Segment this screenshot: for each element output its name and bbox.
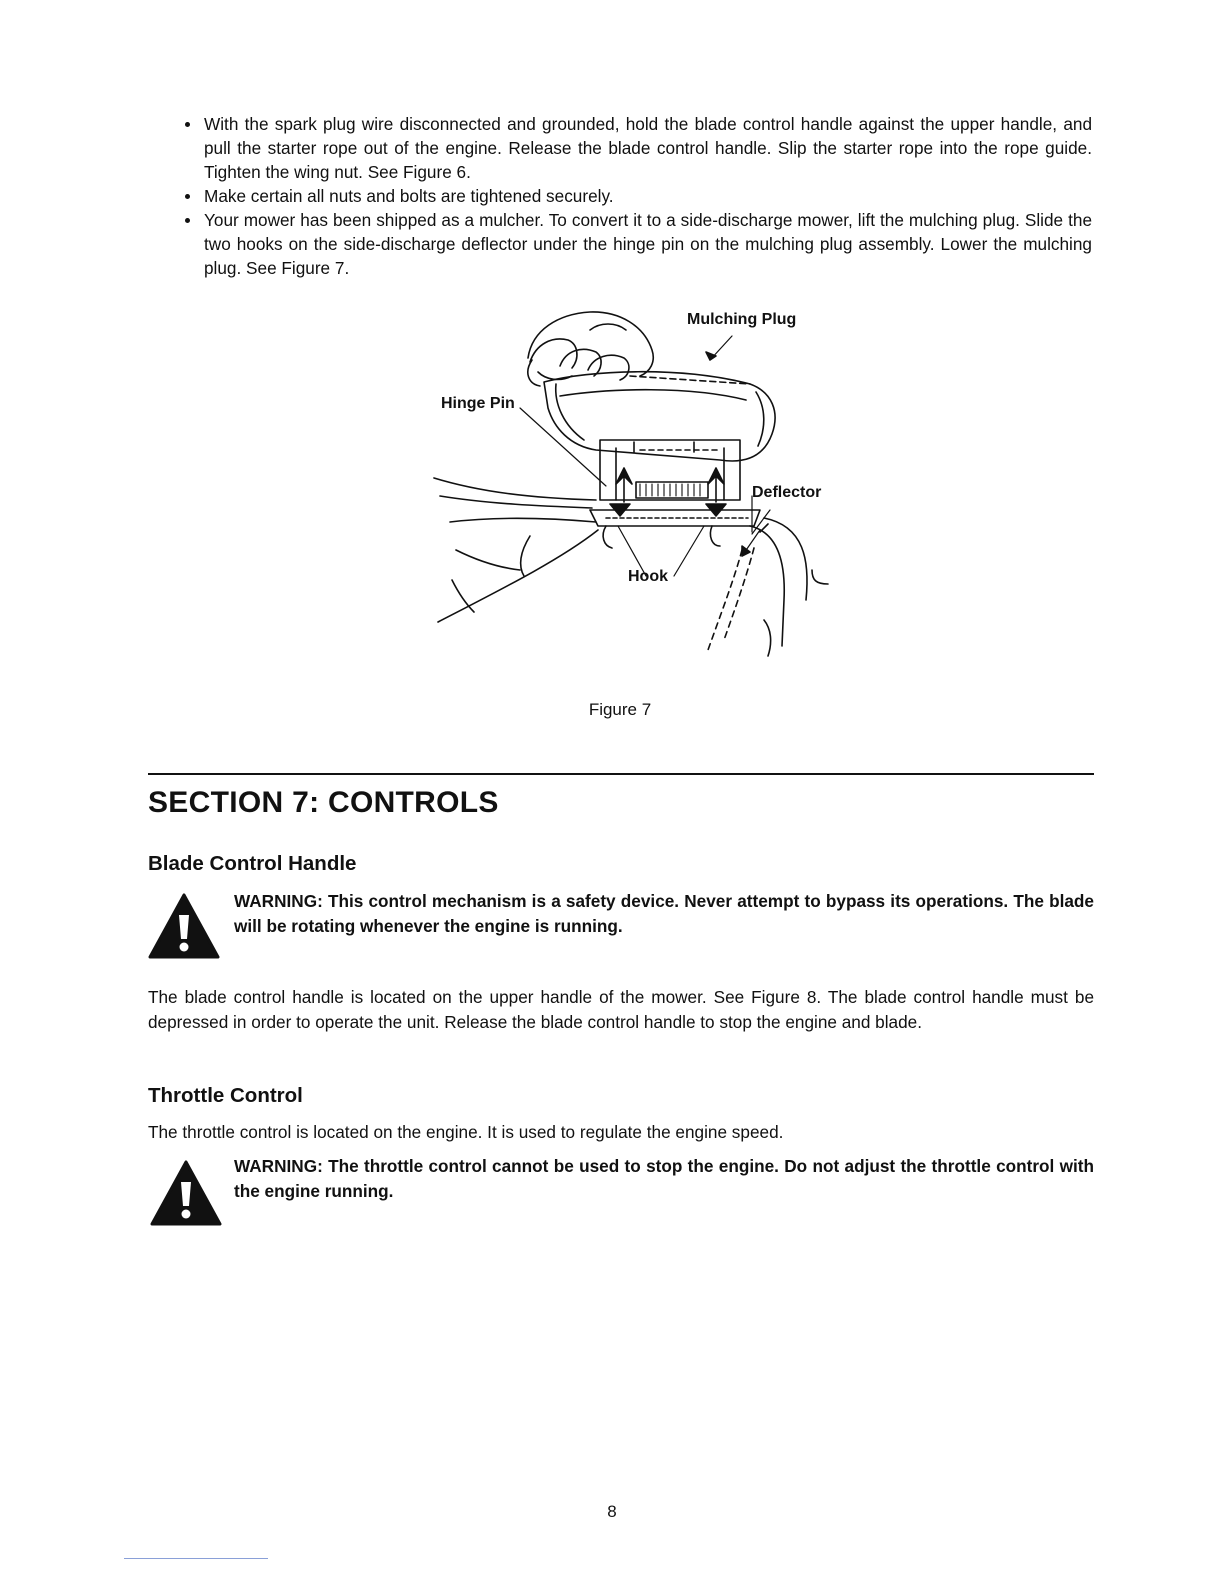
throttle-control-heading: Throttle Control — [148, 1084, 303, 1107]
figure-caption: Figure 7 — [588, 700, 652, 719]
throttle-control-description: The throttle control is located on the engine. It is used to regulate the engine speed. — [148, 1122, 784, 1142]
blade-control-warning: WARNING: This control mechanism is a safety device. Never attempt to bypass its operations. The blade will be rotating whenever the engine is running. — [234, 891, 1094, 936]
blade-control-description: The blade control handle is located on the upper handle of the mower. See Figure 8. The blade control handle must be depressed in order to operate the unit. Release the blade control handle to stop the engine and blade. — [148, 987, 1094, 1032]
section-title: SECTION 7: CONTROLS — [148, 786, 499, 819]
instruction-bullets — [180, 112, 1092, 280]
bullet-item: With the spark plug wire disconnected and grounded, hold the blade control handle against the upper handle, and pull the starter rope out of the engine. Release the blade control handle. Slip the starter rope into the rope guide. Tighten the wing nut. See Figure 6. — [180, 112, 1092, 184]
bullet-item: Your mower has been shipped as a mulcher. To convert it to a side-discharge mower, lift the mulching plug. Slide the two hooks on the side-discharge deflector under the hinge pin on the mulching plug assembly. Lower the mulching plug. See Figure 7. — [180, 208, 1092, 280]
figure-7-illustration — [420, 300, 860, 670]
warning-icon — [148, 893, 220, 959]
callout-hinge-pin: Hinge Pin — [441, 395, 515, 412]
throttle-control-warning: WARNING: The throttle control cannot be used to stop the engine. Do not adjust the throttle control with the engine running. — [234, 1156, 1094, 1201]
blade-control-heading: Blade Control Handle — [148, 852, 357, 875]
footer-line — [124, 1558, 268, 1559]
bullet-item: Make certain all nuts and bolts are tightened securely. — [180, 184, 1092, 208]
page-number: 8 — [607, 1502, 617, 1521]
callout-deflector: Deflector — [752, 484, 822, 501]
warning-icon — [150, 1160, 222, 1226]
callout-mulching-plug: Mulching Plug — [687, 311, 797, 328]
section-divider — [148, 773, 1094, 775]
callout-hook: Hook — [628, 568, 668, 585]
